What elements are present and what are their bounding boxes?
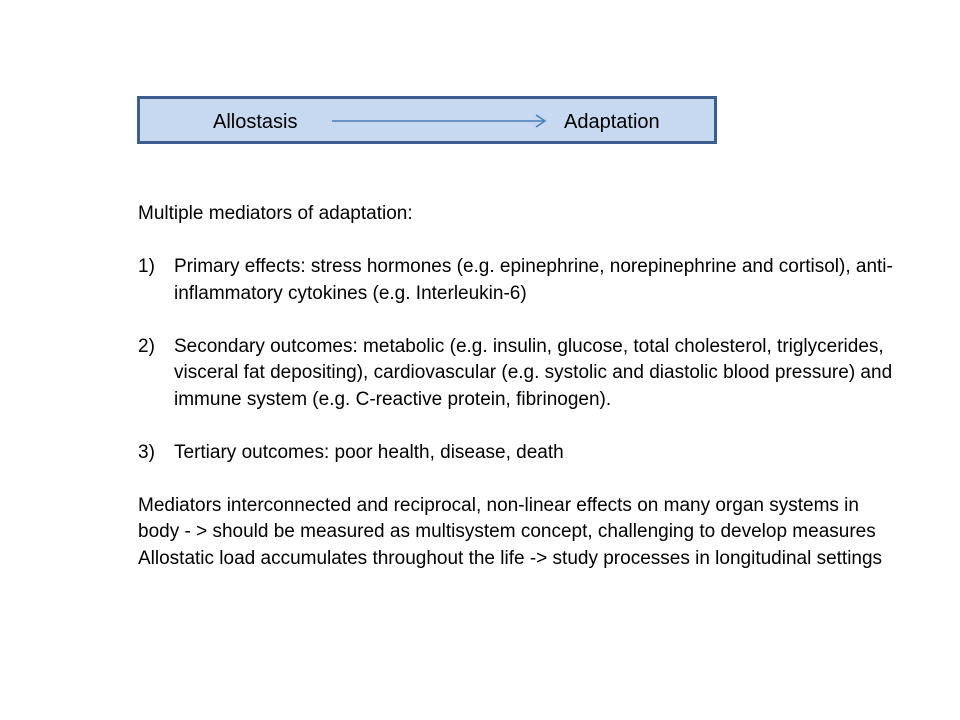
allostasis-adaptation-flow-box	[137, 96, 717, 144]
list-item-primary-effects	[138, 254, 898, 307]
list-item-tertiary-outcomes	[138, 440, 898, 467]
allostatic-load-paragraph: Allostatic load accumulates throughout the life -> study processes in longitudinal settings	[138, 547, 883, 569]
flow-start-label: Allostasis	[213, 111, 298, 133]
list-item-text: Primary effects: stress hormones (e.g. epinephrine, norepinephrine and cortisol), anti-inflammatory cytokines (e.g. Interleukin-6)	[174, 256, 893, 304]
slide-body-text	[138, 201, 898, 572]
flow-end-label: Adaptation	[564, 111, 660, 133]
list-item-text: Secondary outcomes: metabolic (e.g. insulin, glucose, total cholesterol, triglycerides, visceral fat depositing), cardiovascular (e.g. systolic and diastolic blood pressure) and immune system (e.g. C-reactive protein, fibrinogen).	[174, 335, 893, 410]
list-item-text: Tertiary outcomes: poor health, disease, death	[174, 441, 564, 463]
list-number: 1)	[138, 256, 155, 277]
list-number: 3)	[138, 441, 155, 463]
right-arrow-icon	[330, 111, 550, 131]
mediators-interconnected-paragraph: Mediators interconnected and reciprocal, non-linear effects on many organ systems in body - > should be measured as multisystem concept, challenging to develop measures	[138, 494, 876, 542]
list-item-secondary-outcomes	[138, 334, 898, 414]
mediators-heading: Multiple mediators of adaptation:	[138, 203, 413, 224]
list-number: 2)	[138, 335, 155, 357]
